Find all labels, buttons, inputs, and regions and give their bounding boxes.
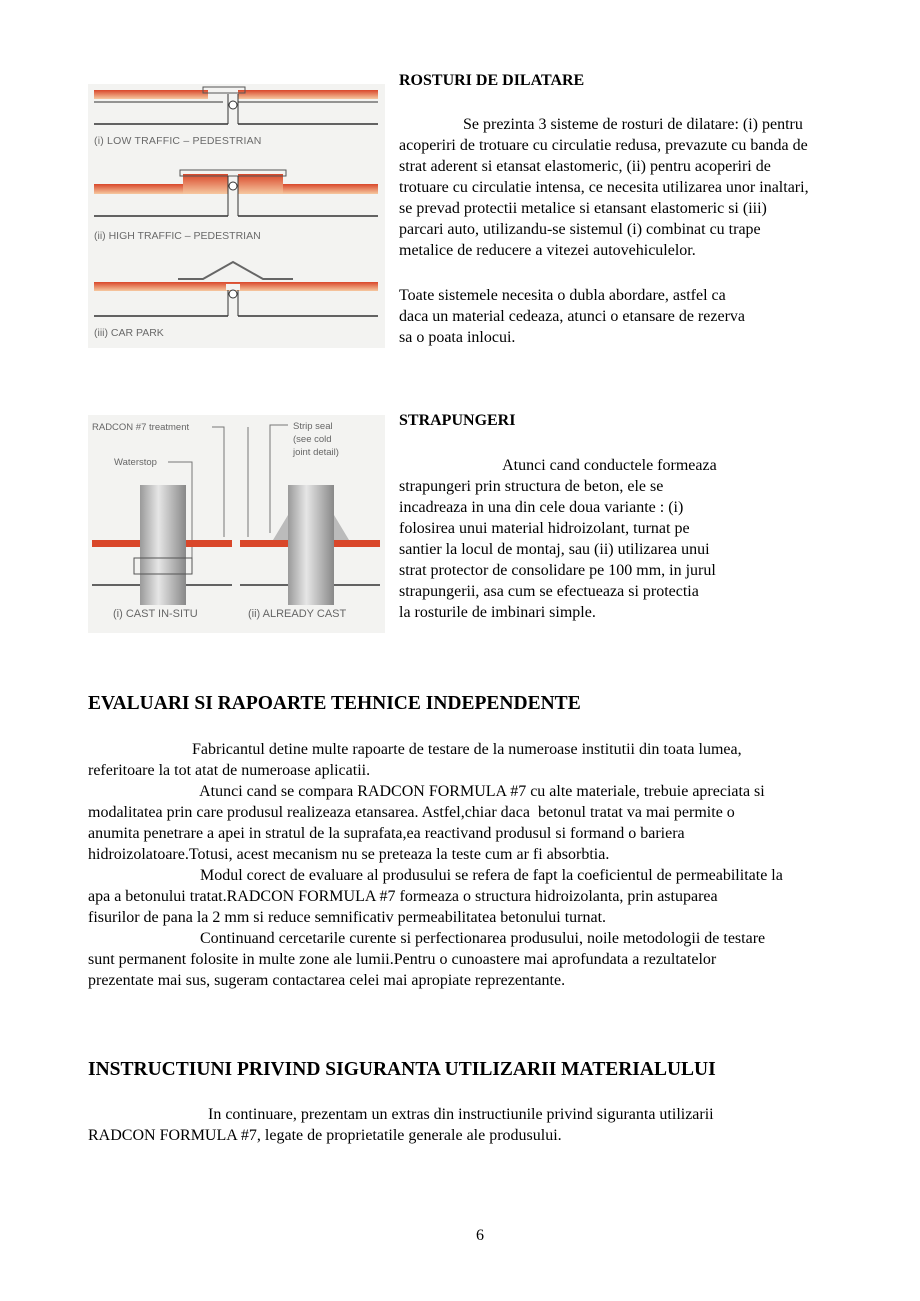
text-line: strat protector de consolidare pe 100 mm, in jurul xyxy=(399,562,716,579)
text-line: metalice de reducere a vitezei autovehiculelor. xyxy=(399,242,696,259)
text-line: sa o poata inlocui. xyxy=(399,329,516,346)
rosturi-paragraph-2 xyxy=(399,285,745,348)
text-line: la rosturile de imbinari simple. xyxy=(399,604,596,621)
text-line: strapungeri prin structura de beton, ele se xyxy=(399,478,664,495)
instructiuni-paragraph xyxy=(88,1104,714,1146)
caption-cast-in-situ: (i) CAST IN-SITU xyxy=(113,608,198,620)
text-line: Modul corect de evaluare al produsului se refera de fapt la coeficientul de permeabilitate la xyxy=(88,867,783,884)
text-line: Atunci cand se compara RADCON FORMULA #7 cu alte materiale, trebuie apreciata si xyxy=(88,783,765,800)
pipe-penetration-drawing xyxy=(88,415,385,633)
text-line: strat aderent si etansat elastomeric, (ii) pentru acoperiri de xyxy=(399,158,771,175)
text-line: se prevad protectii metalice si etansant elastomeric si (iii) xyxy=(399,200,767,217)
caption-low-traffic: (i) LOW TRAFFIC – PEDESTRIAN xyxy=(94,135,262,147)
text-line: acoperiri de trotuare cu circulatie redusa, prevazute cu banda de xyxy=(399,137,808,154)
label-strip-seal-2: (see cold xyxy=(293,434,332,445)
text-line: parcari auto, utilizandu-se sistemul (i) combinat cu trape xyxy=(399,221,761,238)
text-line: Toate sistemele necesita o dubla abordare, astfel ca xyxy=(399,287,726,304)
evaluari-paragraph-4 xyxy=(88,928,765,991)
text-line: anumita penetrare a apei in stratul de la suprafata,ea reactivand produsul si formand o bariera xyxy=(88,825,685,842)
car-park-joint xyxy=(94,262,378,316)
pipe-penetration-figure xyxy=(88,415,385,633)
section-title-rosturi: ROSTURI DE DILATARE xyxy=(399,72,585,89)
evaluari-paragraph-3 xyxy=(88,865,783,928)
text-line: prezentate mai sus, sugeram contactarea celei mai apropiate reprezentante. xyxy=(88,972,566,989)
label-radcon-treatment: RADCON #7 treatment xyxy=(92,422,190,433)
text-line: folosirea unui material hidroizolant, turnat pe xyxy=(399,520,690,537)
text-line: apa a betonului tratat.RADCON FORMULA #7 formeaza o structura hidroizolanta, prin astuparea xyxy=(88,888,718,905)
evaluari-paragraph-2 xyxy=(88,781,765,865)
label-strip-seal: Strip seal xyxy=(293,421,333,432)
caption-high-traffic: (ii) HIGH TRAFFIC – PEDESTRIAN xyxy=(94,230,261,242)
text-line: trotuare cu circulatie intensa, ce necesita utilizarea unor inaltari, xyxy=(399,179,809,196)
text-line: Fabricantul detine multe rapoarte de testare de la numeroase institutii din toata lumea, xyxy=(88,741,742,758)
pipe-cast-in-situ xyxy=(140,485,186,605)
text-line: referitoare la tot atat de numeroase aplicatii. xyxy=(88,762,371,779)
text-line: Continuand cercetarile curente si perfectionarea produsului, noile metodologii de testare xyxy=(88,930,766,947)
text-line: fisurilor de pana la 2 mm si reduce semnificativ permeabilitatea betonului turnat. xyxy=(88,909,607,926)
section-title-strapungeri: STRAPUNGERI xyxy=(399,412,516,429)
evaluari-paragraph-1 xyxy=(88,739,742,781)
section-title-evaluari: EVALUARI SI RAPOARTE TEHNICE INDEPENDENTE xyxy=(88,693,581,714)
expansion-joints-drawing xyxy=(88,84,385,348)
text-line: In continuare, prezentam un extras din instructiunile privind siguranta utilizarii xyxy=(88,1106,714,1123)
pipe-already-cast xyxy=(288,485,334,605)
rosturi-paragraph-1 xyxy=(399,114,809,261)
text-line: Atunci cand conductele formeaza xyxy=(399,457,717,474)
caption-car-park: (iii) CAR PARK xyxy=(94,327,164,339)
caption-already-cast: (ii) ALREADY CAST xyxy=(248,608,347,620)
high-traffic-joint xyxy=(94,170,378,216)
text-line: santier la locul de montaj, sau (ii) utilizarea unui xyxy=(399,541,710,558)
text-line: hidroizolatoare.Totusi, acest mecanism nu se preteaza la teste cum ar fi absorbtia. xyxy=(88,846,610,863)
text-line: daca un material cedeaza, atunci o etansare de rezerva xyxy=(399,308,745,325)
low-traffic-joint xyxy=(94,87,378,124)
section-title-instructiuni: INSTRUCTIUNI PRIVIND SIGURANTA UTILIZARII MATERIALULUI xyxy=(88,1059,716,1080)
expansion-joints-figure xyxy=(88,84,385,348)
text-line: strapungerii, asa cum se efectueaza si protectia xyxy=(399,583,699,600)
label-waterstop: Waterstop xyxy=(114,457,157,468)
text-line: RADCON FORMULA #7, legate de proprietatile generale ale produsului. xyxy=(88,1127,562,1144)
label-strip-seal-3: joint detail) xyxy=(293,447,339,458)
text-line: modalitatea prin care produsul realizeaza etansarea. Astfel,chiar daca betonul tratat va mai permite o xyxy=(88,804,735,821)
strapungeri-paragraph xyxy=(399,455,717,623)
text-line: sunt permanent folosite in multe zone ale lumii.Pentru o cunoastere mai aprofundata a rezultatelor xyxy=(88,951,717,968)
text-line: incadreaza in una din cele doua variante : (i) xyxy=(399,499,684,516)
page-number: 6 xyxy=(476,1227,484,1244)
text-line: Se prezinta 3 sisteme de rosturi de dilatare: (i) pentru xyxy=(399,116,803,133)
